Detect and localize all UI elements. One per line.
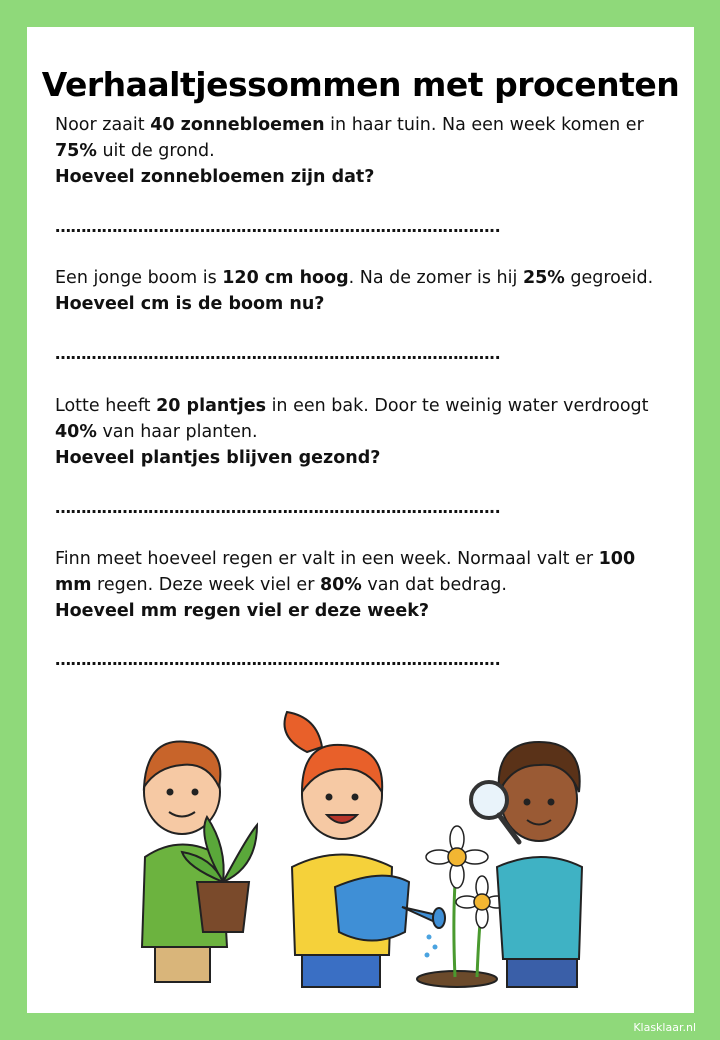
- question-2: [55, 265, 655, 317]
- question-1-text: Noor zaait 40 zonnebloemen in haar tuin. Na een week komen er 75% uit de grond.: [55, 115, 644, 161]
- question-1: [55, 112, 655, 190]
- answer-line-4[interactable]: …………………………………………………………………………..: [55, 650, 501, 669]
- girl-with-watering-can: [285, 712, 446, 987]
- answer-line-2[interactable]: …………………………………………………………………………..: [55, 344, 501, 363]
- answer-line-1[interactable]: …………………………………………………………………………..: [55, 217, 501, 236]
- question-1-prompt: Hoeveel zonnebloemen zijn dat?: [55, 167, 375, 187]
- boy-with-magnifying-glass: [471, 742, 582, 987]
- worksheet: [27, 27, 694, 1013]
- daisy-flowers: [426, 826, 508, 977]
- footer-brand: Klasklaar.nl: [633, 1021, 696, 1034]
- page-title: Verhaaltjessommen met procenten: [41, 65, 680, 104]
- children-gardening-illustration: [127, 707, 587, 997]
- boy-with-plant: [142, 742, 257, 982]
- question-4-prompt: Hoeveel mm regen viel er deze week?: [55, 601, 429, 621]
- answer-line-3[interactable]: …………………………………………………………………………..: [55, 498, 501, 517]
- question-4: [55, 546, 655, 624]
- question-3: [55, 393, 655, 471]
- question-3-text: Lotte heeft 20 plantjes in een bak. Door te weinig water verdroogt 40% van haar planten.: [55, 396, 649, 442]
- question-3-prompt: Hoeveel plantjes blijven gezond?: [55, 448, 381, 468]
- question-4-text: Finn meet hoeveel regen er valt in een week. Normaal valt er 100 mm regen. Deze week viel er 80% van dat bedrag.: [55, 549, 636, 595]
- question-2-text: Een jonge boom is 120 cm hoog. Na de zomer is hij 25% gegroeid.: [55, 268, 654, 288]
- question-2-prompt: Hoeveel cm is de boom nu?: [55, 294, 325, 314]
